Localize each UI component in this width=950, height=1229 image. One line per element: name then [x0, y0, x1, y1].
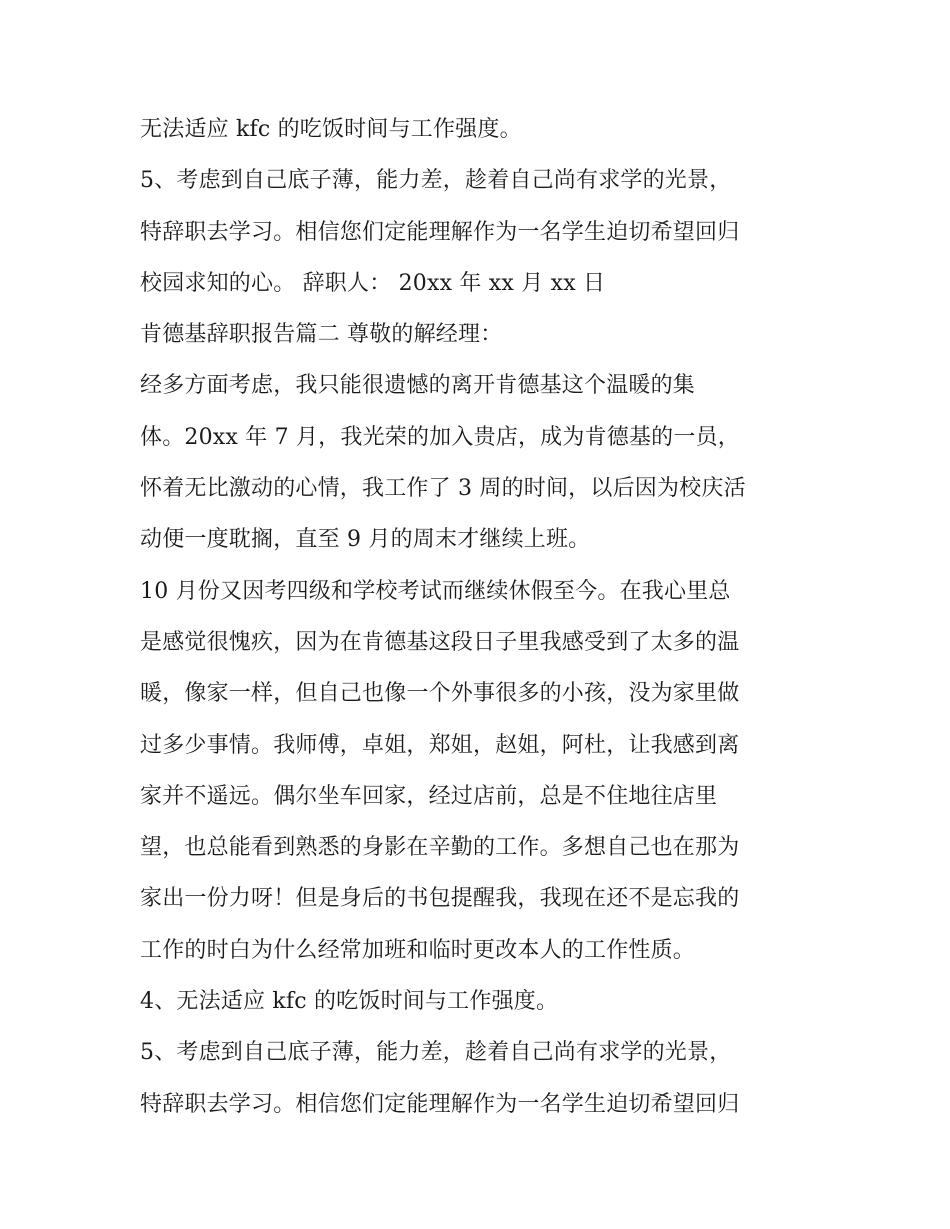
text-line: 望，也总能看到熟悉的身影在辛勤的工作。多想自己也在那为 — [140, 835, 740, 861]
text-line: 家出一份力呀！但是身后的书包提醒我，我现在还不是忘我的 — [140, 886, 740, 912]
text-line: 10 月份又因考四级和学校考试而继续休假至今。在我心里总 — [140, 578, 731, 604]
section-heading-line: 肯德基辞职报告篇二 尊敬的解经理： — [140, 322, 503, 348]
text-line: 工作的时白为什么经常加班和临时更改本人的工作性质。 — [140, 937, 696, 963]
text-line: 特辞职去学习。相信您们定能理解作为一名学生迫切希望回归 — [140, 219, 740, 245]
text-line: 特辞职去学习。相信您们定能理解作为一名学生迫切希望回归 — [140, 1091, 740, 1117]
text-line: 动便一度耽搁，直至 9 月的周末才继续上班。 — [140, 527, 591, 553]
text-line: 家并不遥远。偶尔坐车回家，经过店前，总是不住地往店里 — [140, 783, 718, 809]
text-line: 4、无法适应 kfc 的吃饭时间与工作强度。 — [140, 989, 559, 1015]
text-line: 暖，像家一样，但自己也像一个外事很多的小孩，没为家里做 — [140, 681, 740, 707]
text-line: 5、考虑到自己底子薄，能力差，趁着自己尚有求学的光景， — [140, 168, 732, 194]
text-line: 校园求知的心。 辞职人： 20xx 年 xx 月 xx 日 — [140, 270, 606, 296]
text-line: 是感觉很愧疚，因为在肯德基这段日子里我感受到了太多的温 — [140, 629, 740, 655]
text-line: 怀着无比激动的心情，我工作了 3 周的时间，以后因为校庆活 — [140, 476, 746, 502]
text-line: 体。20xx 年 7 月，我光荣的加入贵店，成为肯德基的一员， — [140, 424, 740, 450]
document-body — [140, 108, 820, 1134]
text-line: 无法适应 kfc 的吃饭时间与工作强度。 — [140, 117, 522, 142]
text-line: 5、考虑到自己底子薄，能力差，趁着自己尚有求学的光景， — [140, 1040, 732, 1066]
text-line: 过多少事情。我师傅，卓姐，郑姐，赵姐，阿杜，让我感到离 — [140, 732, 740, 758]
text-line: 经多方面考虑，我只能很遗憾的离开肯德基这个温暖的集 — [140, 373, 696, 399]
